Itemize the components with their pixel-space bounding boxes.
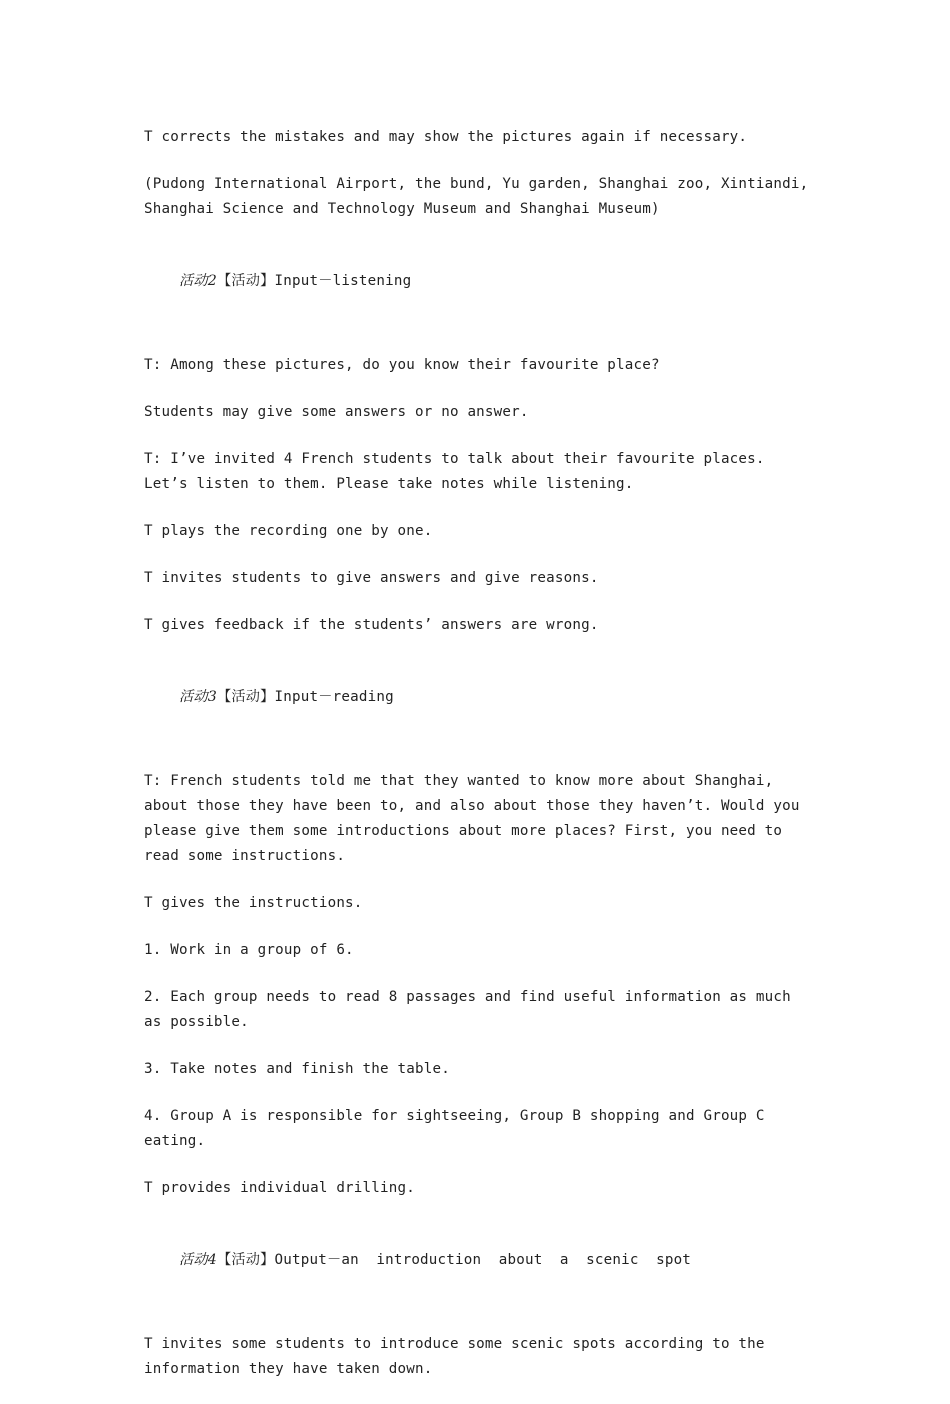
paragraph: T: I’ve invited 4 French students to talk about their favourite places. Let’s listen to them. Please take notes while listening. [144,451,774,492]
paragraph: T invites students to give answers and give reasons. [144,570,599,586]
paragraph: T provides individual drilling. [144,1180,415,1196]
paragraph: T plays the recording one by one. [144,523,433,539]
paragraph: T invites some students to introduce some scenic spots according to the information they have taken down. [144,1336,774,1377]
paragraph: Students may give some answers or no answer. [144,404,529,420]
activity-title: Input－reading [274,689,394,705]
activity-number: 活动4 [178,1252,217,1268]
activity-tag: 【活动】 [216,1252,275,1268]
paragraph: T corrects the mistakes and may show the pictures again if necessary. [144,129,748,145]
list-item: 1. Work in a group of 6. [144,942,354,958]
paragraph: T gives feedback if the students’ answers are wrong. [144,617,599,633]
activity-tag: 【活动】 [216,689,275,705]
paragraph: T: Among these pictures, do you know their favourite place? [144,357,660,373]
list-item: 3. Take notes and finish the table. [144,1061,450,1077]
activity-heading [144,1223,814,1298]
paragraph: T: French students told me that they wanted to know more about Shanghai, about those they have been to, and also about those they haven’t. Would you please give them some introductions about more places? First, you need to read some instructions. [144,773,809,864]
activity-number: 活动3 [178,689,217,705]
activity-number: 活动2 [178,273,217,289]
list-item: 2. Each group needs to read 8 passages and find useful information as much as possible. [144,989,800,1030]
list-item: 4. Group A is responsible for sightseeing, Group B shopping and Group C eating. [144,1108,774,1149]
paragraph: T gives the instructions. [144,895,363,911]
paragraph: (Pudong International Airport, the bund, Yu garden, Shanghai zoo, Xintiandi, Shanghai Science and Technology Museum and Shanghai Museum) [144,176,818,217]
activity-title: Input－listening [274,273,412,289]
activity-title: Output－an introduction about a scenic spot [274,1252,692,1268]
activity-tag: 【活动】 [216,273,275,289]
document-page [144,125,818,1404]
activity-heading [144,660,814,735]
activity-heading [144,244,814,319]
